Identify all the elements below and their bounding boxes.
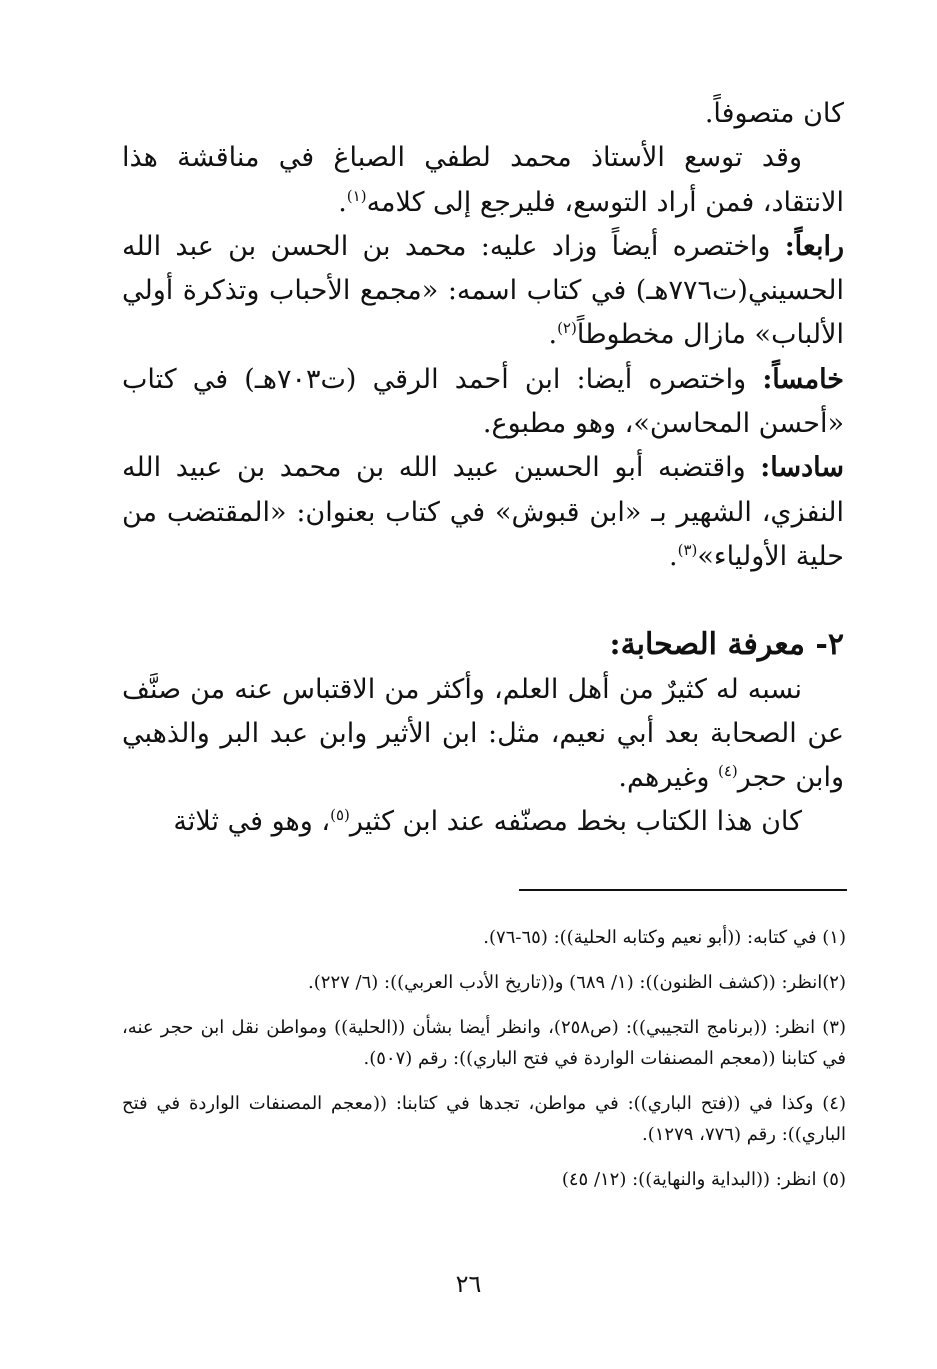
- paragraph-end: ، وهو في ثلاثة: [173, 806, 331, 838]
- footnote: (٤) وكذا في ((فتح الباري)): في مواطن، تجدها في كتابنا: ((معجم المصنفات الواردة في فتح الباري)): رقم (٧٧٦، ١٢٧٩).: [122, 1093, 846, 1145]
- footnote: (١) في كتابه: ((أبو نعيم وكتابه الحلية)): (٦٥-٧٦).: [483, 927, 846, 948]
- main-text: [122, 92, 844, 845]
- paragraph: [122, 446, 844, 579]
- paragraph-text: واختصره أيضا: ابن أحمد الرقي (ت٧٠٣هـ) في كتاب «أحسن المحاسن»، وهو مطبوع.: [122, 363, 844, 440]
- paragraph-text: نسبه له كثيرٌ من أهل العلم، وأكثر من الاقتباس عنه من صنَّف عن الصحابة بعد أبي نعيم، مثل: ابن الأثير وابن عبد البر والذهبي وابن حجر: [122, 673, 844, 794]
- paragraph: [122, 225, 844, 358]
- paragraph: [122, 358, 844, 447]
- page-number: ٢٦: [455, 1270, 482, 1298]
- footnote-separator: [519, 889, 847, 891]
- section-heading: ٢- معرفة الصحابة:: [609, 627, 844, 663]
- paragraph-text: واختصره أيضاً وزاد عليه: محمد بن الحسن بن عبد الله الحسيني(ت٧٧٦هـ) في كتاب اسمه: «مجمع الأحباب وتذكرة أولي الألباب» مازال مخطوطاً: [122, 230, 844, 351]
- paragraph: [122, 136, 844, 225]
- paragraph-lead: رابعاً:: [784, 230, 844, 262]
- footnote-ref: (٢): [557, 319, 577, 338]
- paragraph-text: واقتضبه أبو الحسين عبيد الله بن محمد بن عبيد الله النفزي، الشهير بـ «ابن قبوش» في كتاب بعنوان: «المقتضب من حلية الأولياء»: [122, 452, 844, 572]
- footnotes: [122, 922, 846, 1209]
- paragraph-end: .: [338, 186, 347, 218]
- paragraph-end: وغيرهم.: [618, 762, 718, 794]
- paragraph-text: وقد توسع الأستاذ محمد لطفي الصباغ في مناقشة هذا الانتقاد، فمن أراد التوسع، فليرجع إلى كلامه: [122, 142, 844, 218]
- footnote-ref: (٤): [718, 762, 738, 781]
- paragraph-text: كان هذا الكتاب بخط مصنّفه عند ابن كثير: [349, 806, 802, 838]
- footnote-ref: (٥): [330, 806, 350, 825]
- footnote-ref: (٣): [677, 540, 698, 559]
- paragraph-lead: خامساً:: [762, 363, 844, 395]
- paragraph: [122, 668, 844, 801]
- paragraph-text: كان متصوفاً.: [704, 98, 844, 129]
- footnote: (٥) انظر: ((البداية والنهاية)): (١٢/ ٤٥): [561, 1169, 846, 1190]
- footnote-ref: (١): [346, 186, 367, 205]
- paragraph-lead: سادسا:: [760, 452, 844, 484]
- paragraph: [122, 92, 844, 136]
- footnote: (٢)انظر: ((كشف الظنون)): (١/ ٦٨٩) و((تاريخ الأدب العربي)): (٦/ ٢٢٧).: [308, 972, 846, 993]
- paragraph-end: .: [669, 540, 678, 572]
- paragraph-end: .: [548, 319, 558, 351]
- footnote: (٣) انظر: ((برنامج التجيبي)): (ص٢٥٨)، وانظر أيضا بشأن ((الحلية)) ومواطن نقل ابن حجر عنه، في كتابنا ((معجم المصنفات الواردة في فتح الباري)): رقم (٥٠٧).: [122, 1017, 846, 1069]
- paragraph: [122, 800, 844, 844]
